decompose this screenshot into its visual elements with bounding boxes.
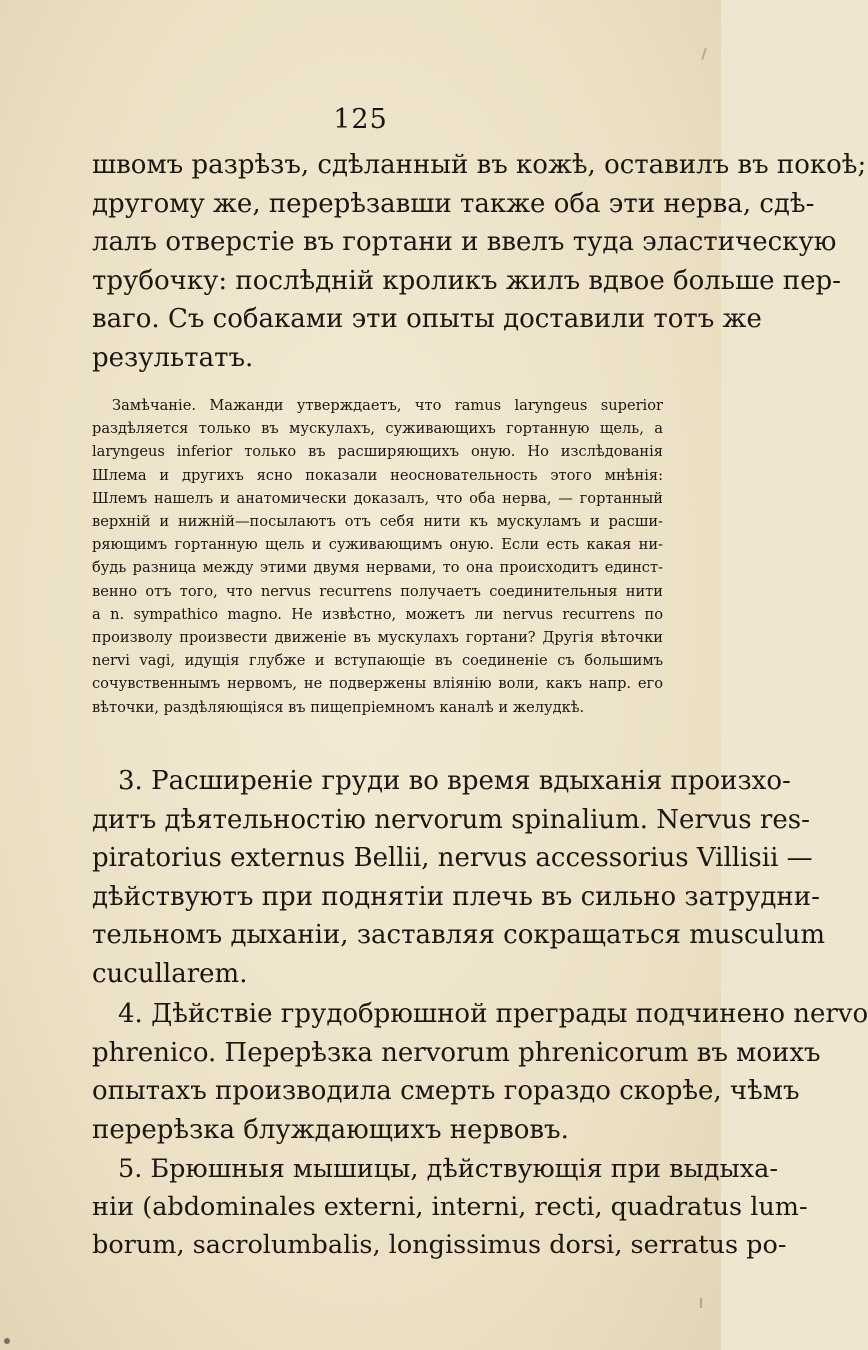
text-line: 5. Брюшныя мышицы, дѣйствующія при выдыха- [118, 1154, 778, 1184]
text-line: cucullarem. [92, 958, 248, 989]
note-line: вѣточки, раздѣляющіяся въ пищепріемномъ каналѣ и желудкѣ. [92, 698, 585, 716]
text-line: borum, sacrolumbalis, longissimus dorsi, serratus po- [92, 1230, 787, 1260]
text-line: перерѣзка блуждающихъ нервовъ. [92, 1114, 569, 1145]
text-line: дѣйствуютъ при поднятіи плечь въ сильно затрудни- [92, 881, 820, 912]
paper-speck [700, 1298, 702, 1308]
paper-speck [4, 1338, 10, 1344]
text-line: тельномъ дыханіи, заставляя сокращаться musculum [92, 920, 825, 950]
note-line: nervi vagi, идущія глубже и вступающіе въ соединеніе съ большимъ [92, 652, 663, 670]
text-line: дитъ дѣятельностію nervorum spinalium. Nervus res- [92, 804, 810, 835]
note-line: верхній и нижній—посылаютъ отъ себя нити къ мускуламъ и расши- [92, 513, 663, 531]
text-line: phrenico. Перерѣзка nervorum phrenicorum въ моихъ [92, 1037, 821, 1068]
note-line: laryngeus inferior только въ расширяющихъ оную. Но изслѣдованія [92, 443, 663, 461]
text-line: ніи (abdominales externi, interni, recti, quadratus lum- [92, 1192, 808, 1222]
note-line: венно отъ того, что nervus recurrens получаетъ соединительныя нити [92, 582, 663, 600]
note-line: сочувственнымъ нервомъ, не подвержены вліянію воли, какъ напр. его [92, 675, 663, 693]
text-line: опытахъ производила смерть гораздо скорѣе, чѣмъ [92, 1076, 800, 1106]
note-line: Замѣчаніе. Мажанди утверждаетъ, что ramus laryngeus superior [112, 397, 663, 414]
text-line: piratorius externus Bellii, nervus accessorius Villisii — [92, 843, 813, 873]
text-line: швомъ разрѣзъ, сдѣланный въ кожѣ, оставилъ въ покоѣ; [92, 150, 867, 180]
note-line: Шлемъ нашелъ и анатомически доказалъ, что оба нерва, — гортанный [92, 489, 663, 507]
note-line: будь разница между этими двумя нервами, то она происходитъ единст- [92, 559, 663, 577]
paper-speck [701, 48, 707, 60]
section-5 [92, 1150, 808, 1264]
note-line: Шлема и другихъ ясно показали неосновательность этого мнѣнія: [92, 466, 663, 484]
footnote-remark [92, 394, 663, 719]
section-4 [92, 995, 868, 1149]
note-line: ряющимъ гортанную щель и суживающимъ оную. Если есть какая ни- [92, 536, 663, 554]
text-line: 3. Расширеніе груди во время вдыханія произхо- [118, 766, 791, 796]
text-line: 4. Дѣйствіе грудобрюшной преграды подчинено nervo [118, 999, 868, 1029]
paragraph-continuation [92, 146, 867, 377]
text-line: ваго. Съ собаками эти опыты доставили тотъ же [92, 304, 762, 334]
section-3 [92, 762, 825, 993]
text-line: другому же, перерѣзавши также оба эти нерва, сдѣ- [92, 188, 815, 219]
note-line: произволу произвести движеніе въ мускулахъ гортани? Другія вѣточки [92, 629, 663, 647]
page-number: 125 [333, 104, 388, 135]
text-line: лалъ отверстіе въ гортани и ввелъ туда эластическую [92, 227, 837, 257]
note-line: a n. sympathico magno. Не извѣстно, можетъ ли nervus recurrens по [92, 605, 663, 623]
note-line: раздѣляется только въ мускулахъ, суживающихъ гортанную щель, а [92, 420, 663, 438]
text-line: трубочку: послѣдній кроликъ жилъ вдвое больше пер- [92, 265, 841, 296]
text-line: результатъ. [92, 342, 254, 373]
